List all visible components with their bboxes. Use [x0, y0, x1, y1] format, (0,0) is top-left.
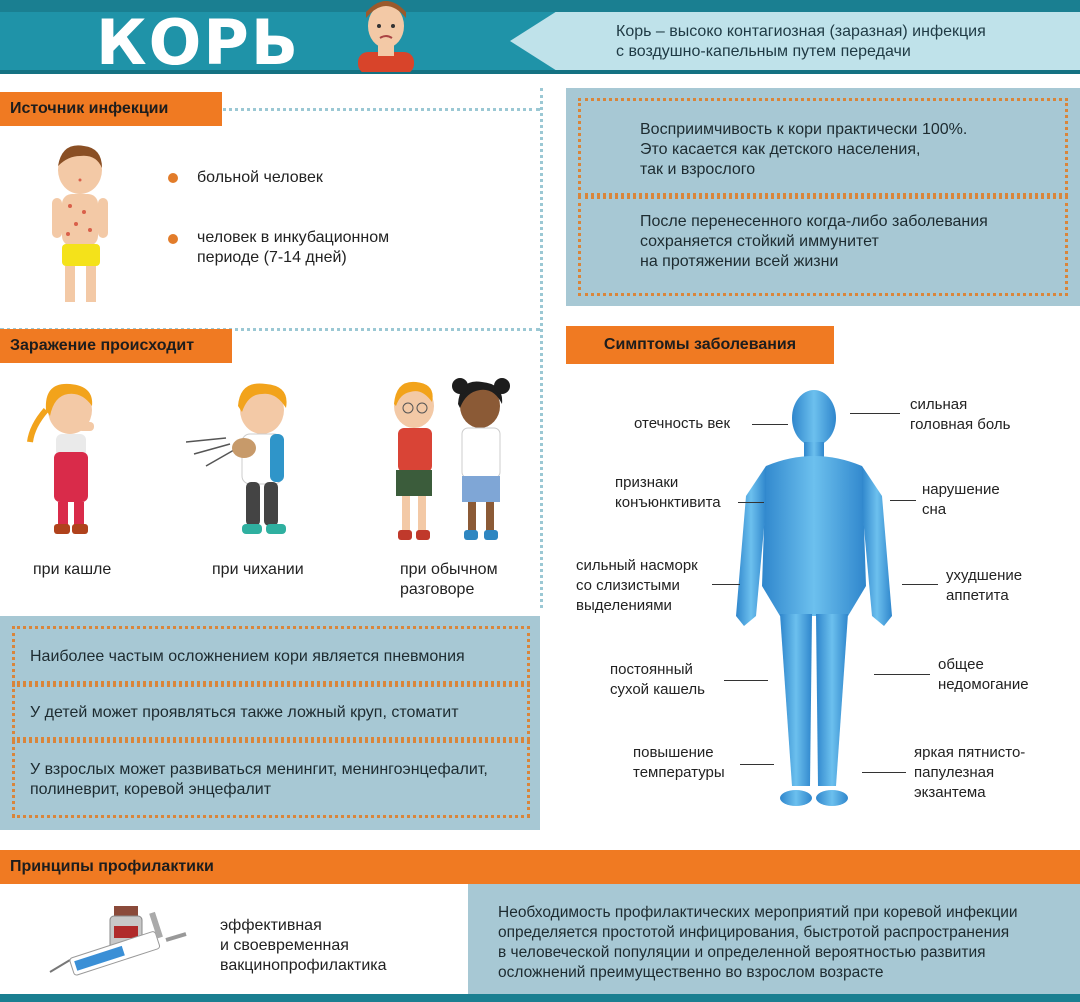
susceptibility-line: Это касается как детского населения, — [640, 141, 921, 158]
bullet — [168, 173, 178, 183]
source-item-2 — [197, 228, 389, 268]
footer-strip — [0, 994, 1080, 1002]
vaccine-text — [220, 916, 387, 976]
prevention-line: Необходимость профилактических мероприятий при коревой инфекции — [498, 904, 1018, 921]
vaccine-text-line-1: эффективная — [220, 917, 322, 934]
symptom-sleep — [922, 480, 1000, 520]
way-talk — [400, 560, 498, 600]
symptom-cough-line-2: сухой кашель — [610, 681, 705, 698]
leader-line — [724, 680, 768, 681]
leader-line — [752, 424, 788, 425]
leader-line — [874, 674, 930, 675]
susceptibility-text-2 — [640, 212, 988, 272]
symptom-appetite-line-1: ухудшение — [946, 567, 1023, 584]
complication-1: Наиболее частым осложнением кори является пневмония — [30, 648, 465, 665]
sick-child-icon — [40, 140, 120, 308]
symptom-rash-line-2: папулезная — [914, 764, 995, 781]
symptom-fever — [633, 743, 725, 783]
prevention-line: осложнений преимущественно во взрослом возрасте — [498, 964, 884, 981]
section-label-infection: Заражение происходит — [0, 329, 232, 363]
symptom-headache-line-1: сильная — [910, 396, 968, 413]
symptom-sleep-line-2: сна — [922, 501, 947, 518]
symptom-rhinitis-line-1: сильный насморк — [576, 557, 698, 574]
susceptibility-line: так и взрослого — [640, 161, 756, 178]
way-cough: при кашле — [33, 561, 112, 578]
bullet — [168, 234, 178, 244]
leader-line — [850, 413, 900, 414]
vaccine-text-line-3: вакцинопрофилактика — [220, 957, 387, 974]
way-sneeze: при чихании — [212, 561, 304, 578]
symptom-rash-line-1: яркая пятнисто- — [914, 744, 1026, 761]
leader-line — [890, 500, 916, 501]
way-talk-line-2: разговоре — [400, 581, 475, 598]
vaccine-text-line-2: и своевременная — [220, 937, 349, 954]
symptom-fever-line-1: повышение — [633, 744, 714, 761]
doctor-avatar-icon — [352, 0, 420, 72]
sneezing-boy-icon — [186, 376, 306, 546]
symptom-appetite — [946, 566, 1022, 606]
symptom-conjunctivitis-line-1: признаки — [615, 474, 679, 491]
way-talk-line-1: при обычном — [400, 561, 498, 578]
leader-line — [740, 764, 774, 765]
symptom-headache-line-2: головная боль — [910, 416, 1011, 433]
symptom-appetite-line-2: аппетита — [946, 587, 1009, 604]
talking-children-icon — [384, 376, 524, 546]
symptom-conjunctivitis-line-2: конъюнктивита — [615, 494, 721, 511]
coughing-girl-icon — [22, 376, 112, 546]
source-item-2-line-2: периоде (7-14 дней) — [197, 249, 347, 266]
complication-2: У детей может проявляться также ложный круп, стоматит — [30, 704, 459, 721]
symptom-rhinitis-line-3: выделениями — [576, 597, 672, 614]
symptom-eyelid: отечность век — [634, 415, 731, 432]
symptom-fever-line-2: температуры — [633, 764, 725, 781]
symptom-rhinitis-line-2: со слизистыми — [576, 577, 680, 594]
susceptibility-line: Восприимчивость к кори практически 100%. — [640, 121, 968, 138]
leader-line — [902, 584, 938, 585]
human-body-icon — [722, 386, 906, 816]
source-item-1: больной человек — [197, 169, 323, 186]
leader-line — [738, 502, 764, 503]
symptom-malaise — [938, 655, 1029, 695]
section-label-source: Источник инфекции — [0, 92, 222, 126]
definition-line-2: с воздушно-капельным путем передачи — [616, 43, 911, 60]
page-title: КОРЬ — [96, 6, 301, 79]
section-label-symptoms: Симптомы заболевания — [566, 326, 834, 364]
vertical-divider — [540, 88, 543, 608]
symptom-rash-line-3: экзантема — [914, 784, 986, 801]
vaccine-vial-cap-icon — [114, 906, 138, 916]
source-item-2-line-1: человек в инкубационном — [197, 229, 390, 246]
leader-line — [712, 584, 740, 585]
vaccine-icon — [46, 900, 196, 980]
immunity-line: После перенесенного когда-либо заболевания — [640, 213, 988, 230]
prevention-line: в человеческой популяции и определенной вероятностью развития — [498, 944, 986, 961]
symptom-rash — [914, 743, 1025, 803]
leader-line — [862, 772, 906, 773]
symptom-malaise-line-1: общее — [938, 656, 984, 673]
definition-line-1: Корь – высоко контагиозная (заразная) инфекция — [616, 23, 986, 40]
susceptibility-text-1 — [640, 120, 967, 180]
prevention-explanation — [498, 903, 1018, 983]
definition-text — [616, 22, 986, 62]
symptom-headache — [910, 395, 1010, 435]
symptom-cough — [610, 660, 705, 700]
immunity-line: сохраняется стойкий иммунитет — [640, 233, 879, 250]
symptom-rhinitis — [576, 556, 698, 616]
symptom-malaise-line-2: недомогание — [938, 676, 1029, 693]
complication-3 — [30, 760, 488, 800]
symptom-sleep-line-1: нарушение — [922, 481, 1000, 498]
immunity-line: на протяжении всей жизни — [640, 253, 839, 270]
symptom-cough-line-1: постоянный — [610, 661, 693, 678]
symptom-conjunctivitis — [615, 473, 721, 513]
complication-3-line-1: У взрослых может развиваться менингит, менингоэнцефалит, — [30, 761, 488, 778]
prevention-line: определяется простотой инфицирования, быстротой распространения — [498, 924, 1010, 941]
section-label-prevention: Принципы профилактики — [10, 858, 214, 875]
complication-3-line-2: полиневрит, коревой энцефалит — [30, 781, 272, 798]
